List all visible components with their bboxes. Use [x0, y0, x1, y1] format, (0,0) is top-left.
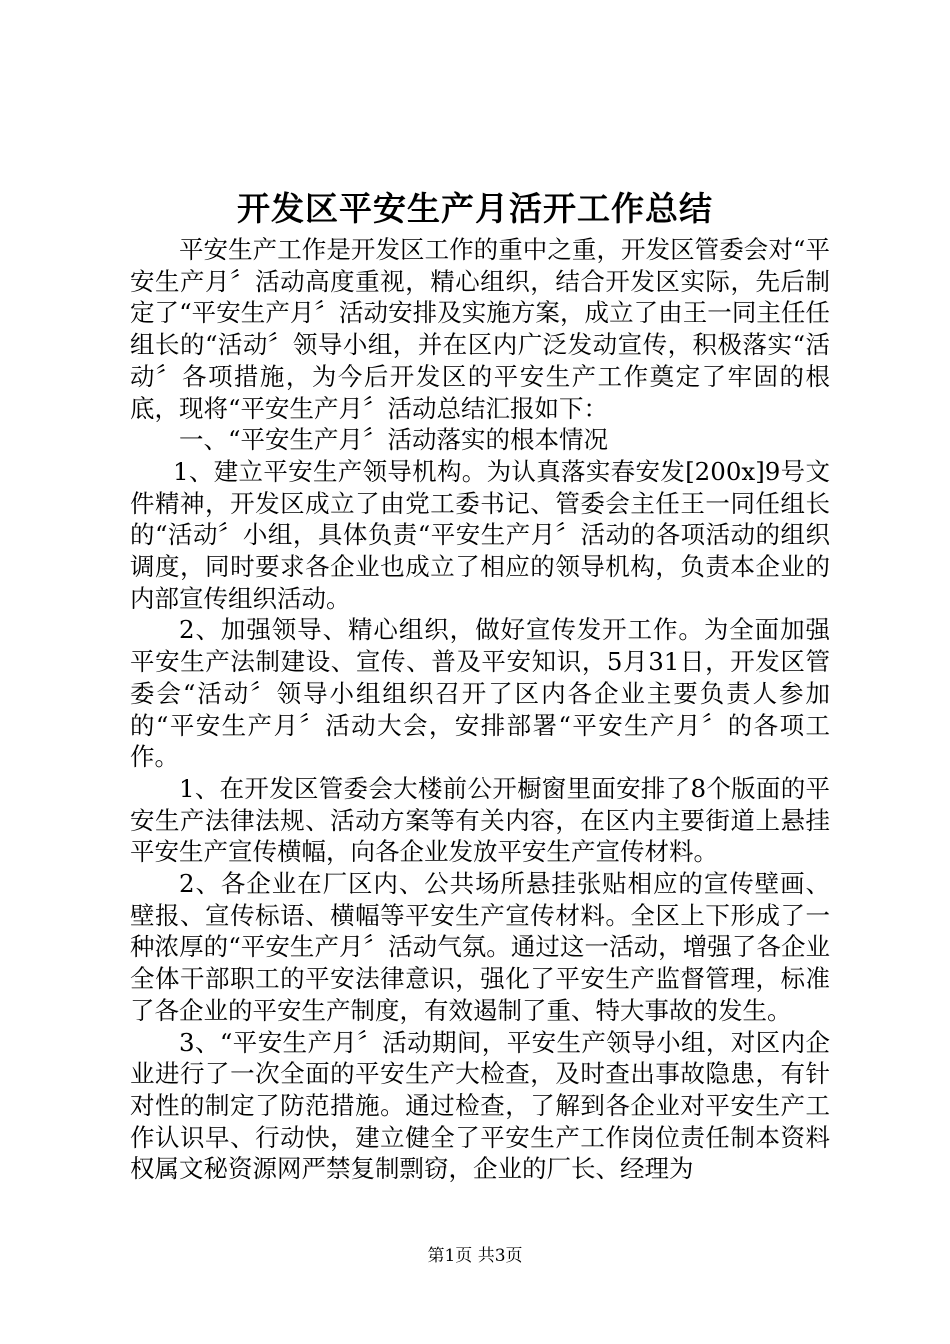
paragraph-intro: 平安生产工作是开发区工作的重中之重，开发区管委会对“平安生产月〞活动高度重视，精心组织，结合开发区实际，先后制定了“平安生产月〞活动安排及实施方案，成立了由王一同主任任组长的“活动〞领导小组，并在区内广泛发动宣传，积极落实“活动〞各项措施，为今后开发区的平安生产工作奠定了牢固的根底，现将“平安生产月〞活动总结汇报如下： — [130, 235, 830, 423]
paragraph-item: 1、在开发区管委会大楼前公开橱窗里面安排了8个版面的平安生产法律法规、活动方案等有关内容，在区内主要街道上悬挂平安生产宣传横幅，向各企业发放平安生产宣传材料。 — [130, 773, 830, 867]
paragraph-item: 3、“平安生产月〞活动期间，平安生产领导小组，对区内企业进行了一次全面的平安生产大检查，及时查出事故隐患，有针对性的制定了防范措施。通过检查，了解到各企业对平安生产工作认识早、行动快，建立健全了平安生产工作岗位责任制本资料权属文秘资源网严禁复制剽窃，企业的厂长、经理为 — [130, 1027, 830, 1184]
page-footer: 第1页 共3页 — [427, 1246, 523, 1266]
paragraph-item: 2、各企业在厂区内、公共场所悬挂张贴相应的宣传壁画、壁报、宣传标语、横幅等平安生产宣传材料。全区上下形成了一种浓厚的“平安生产月〞活动气氛。通过这一活动，增强了各企业全体干部职工的平安法律意识，强化了平安生产监督管理，标准了各企业的平安生产制度，有效遏制了重、特大事故的发生。 — [130, 869, 830, 1025]
document-body — [130, 234, 830, 1185]
paragraph-item: 1、建立平安生产领导机构。为认真落实春安发[200x]9号文件精神，开发区成立了由党工委书记、管委会主任王一同任组长的“活动〞小组，具体负责“平安生产月〞活动的各项活动的组织调度，同时要求各企业也成立了相应的领导机构，负责本企业的内部宣传组织活动。 — [130, 456, 830, 613]
paragraph-item: 2、加强领导、精心组织，做好宣传发开工作。为全面加强平安生产法制建设、宣传、普及平安知识，5月31日，开发区管委会“活动〞领导小组组织召开了区内各企业主要负责人参加的“平安生产月〞活动大会，安排部署“平安生产月〞的各项工作。 — [130, 615, 830, 772]
document-title: 开发区平安生产月活开工作总结 — [237, 189, 713, 228]
section-heading: 一、“平安生产月〞活动落实的根本情况 — [179, 425, 609, 455]
